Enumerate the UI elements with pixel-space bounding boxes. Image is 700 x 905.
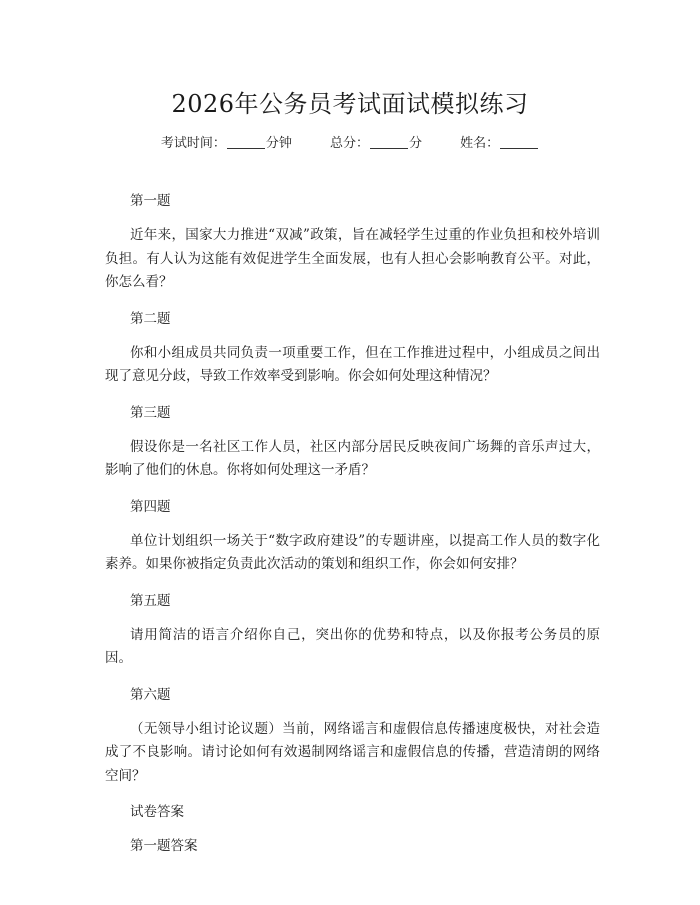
question-5 xyxy=(105,590,600,671)
exam-time xyxy=(161,132,292,151)
exam-time-label: 考试时间： xyxy=(160,136,226,151)
candidate-name xyxy=(460,132,539,151)
question-1 xyxy=(105,190,600,295)
question-text: 请用简洁的语言介绍你自己，突出你的优势和特点，以及你报考公务员的原因。 xyxy=(105,626,600,666)
question-3 xyxy=(105,402,600,483)
candidate-name-blank xyxy=(500,136,538,149)
question-4 xyxy=(105,496,600,577)
total-score xyxy=(330,132,422,151)
candidate-name-label: 姓名： xyxy=(460,136,500,151)
exam-time-blank xyxy=(227,136,265,149)
question-2 xyxy=(105,308,600,389)
question-heading: 第二题 xyxy=(130,310,171,327)
question-text: 近年来，国家大力推进“双减”政策，旨在减轻学生过重的作业负担和校外培训负担。有人认为这能有效促进学生全面发展，也有人担心会影响教育公平。对此，你怎么看？ xyxy=(105,227,600,290)
exam-info xyxy=(0,132,700,151)
document-body xyxy=(105,190,600,869)
question-heading: 第三题 xyxy=(130,404,171,421)
question-text: （无领导小组讨论议题）当前，网络谣言和虚假信息传播速度极快，对社会造成了不良影响。请讨论如何有效遏制网络谣言和虚假信息的传播，营造清朗的网络空间？ xyxy=(105,720,600,784)
total-score-unit: 分 xyxy=(409,136,423,151)
page-title: 2026年公务员考试面试模拟练习 xyxy=(171,90,529,118)
question-heading: 第六题 xyxy=(130,686,171,703)
total-score-blank xyxy=(370,136,408,149)
exam-time-unit: 分钟 xyxy=(265,136,292,151)
question-heading: 第五题 xyxy=(130,592,171,609)
question-6 xyxy=(105,684,600,789)
first-answer-heading: 第一题答案 xyxy=(130,838,198,854)
question-text: 你和小组成员共同负责一项重要工作，但在工作推进过程中，小组成员之间出现了意见分歧，导致工作效率受到影响。你会如何处理这种情况？ xyxy=(105,344,600,384)
question-text: 假设你是一名社区工作人员，社区内部分居民反映夜间广场舞的音乐声过大，影响了他们的休息。你将如何处理这一矛盾？ xyxy=(105,438,600,478)
question-heading: 第四题 xyxy=(130,498,171,515)
total-score-label: 总分： xyxy=(329,136,369,151)
question-heading: 第一题 xyxy=(130,193,171,209)
answers-heading: 试卷答案 xyxy=(130,804,184,820)
question-text: 单位计划组织一场关于“数字政府建设”的专题讲座，以提高工作人员的数字化素养。如果你被指定负责此次活动的策划和组织工作，你会如何安排？ xyxy=(105,532,600,572)
